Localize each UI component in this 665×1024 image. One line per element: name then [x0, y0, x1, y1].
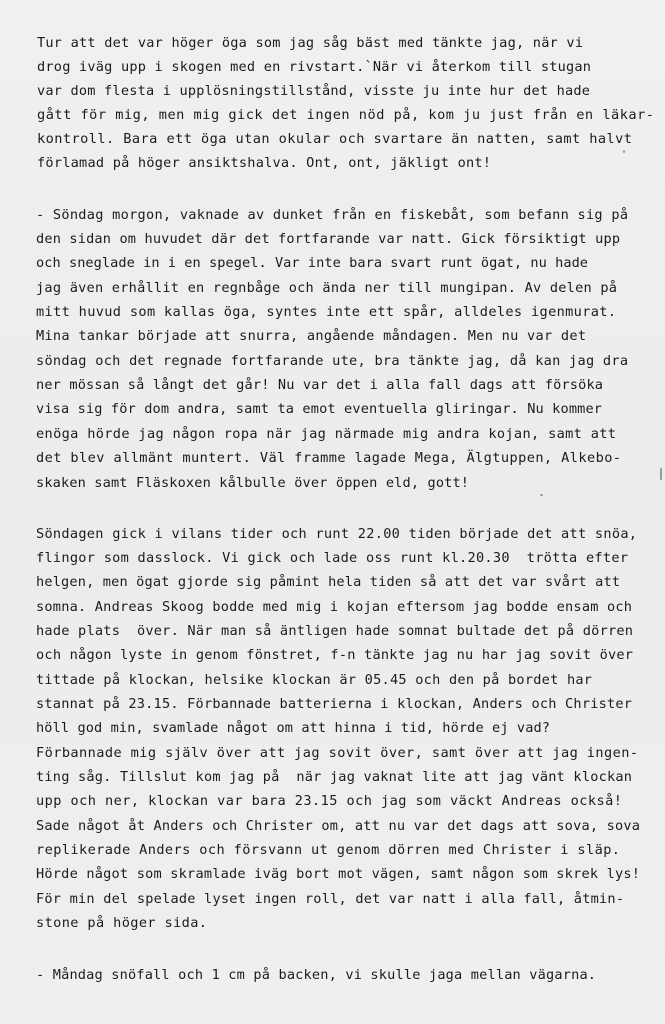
text-line: replikerade Anders och försvann ut genom dörren med Christer i släp.: [36, 842, 621, 858]
text-line: - Måndag snöfall och 1 cm på backen, vi skulle jaga mellan vägarna.: [36, 967, 597, 983]
text-line: Sade något åt Anders och Christer om, att nu var det dags att sova, sova: [36, 818, 641, 834]
text-line: enöga hörde jag någon ropa när jag närmade mig andra kojan, samt att: [36, 426, 617, 442]
text-line: och sneglade in i en spegel. Var inte bara svart runt ögat, nu hade: [36, 255, 589, 271]
text-line: förlamad på höger ansiktshalva. Ont, ont, jäkligt ont!: [37, 155, 492, 171]
text-line: ting såg. Tillslut kom jag på när jag vaknat lite att jag vänt klockan: [36, 769, 633, 785]
text-line: stone på höger sida.: [36, 915, 208, 931]
text-line: hade plats över. När man så äntligen hade somnat bultade det på dörren: [36, 623, 634, 639]
text-line: Hörde något som skramlade iväg bort mot vägen, samt någon som skrek lys!: [36, 866, 641, 882]
text-line: det blev allmänt muntert. Väl framme lagade Mega, Älgtuppen, Alkebo-: [36, 450, 622, 466]
text-line: gått för mig, men mig gick det ingen nöd på, kom ju just från en läkar-: [37, 107, 655, 123]
text-line: - Söndag morgon, vaknade av dunket från en fiskebåt, som befann sig på: [36, 207, 629, 223]
text-line: var dom flesta i upplösningstillstånd, visste ju inte hur det hade: [37, 83, 591, 99]
ink-speck: [660, 468, 662, 480]
text-line: skaken samt Fläskoxen kålbulle över öppen eld, gott!: [36, 475, 470, 491]
text-line: Förbannade mig själv över att jag sovit över, samt över att jag ingen-: [36, 745, 639, 761]
text-line: den sidan om huvudet där det fortfarande var natt. Gick försiktigt upp: [36, 231, 621, 247]
text-line: För min del spelade lyset ingen roll, det var natt i alla fall, åtmin-: [36, 891, 625, 907]
text-line: visa sig för dom andra, samt ta emot eventuella gliringar. Nu kommer: [36, 401, 603, 417]
text-line: jag även erhållit en regnbåge och ända ner till mungipan. Av delen på: [36, 280, 618, 296]
ink-speck: [540, 494, 543, 496]
text-line: stannat på 23.15. Förbannade batterierna i klockan, Anders och Christer: [36, 696, 633, 712]
text-line: Tur att det var höger öga som jag såg bäst med tänkte jag, när vi: [37, 35, 584, 51]
text-line: tittade på klockan, helsike klockan är 05.45 och den på bordet har: [36, 672, 593, 688]
text-line: somna. Andreas Skoog bodde med mig i kojan eftersom jag bodde ensam och: [36, 599, 633, 615]
text-line: och någon lyste in genom fönstret, f-n tänkte jag nu har jag sovit över: [36, 647, 634, 663]
text-line: Mina tankar började att snurra, angående måndagen. Men nu var det: [36, 328, 587, 344]
text-line: kontroll. Bara ett öga utan okular och svartare än natten, samt halvt: [37, 131, 633, 147]
text-line: flingor som dasslock. Vi gick och lade oss runt kl.20.30 trötta efter: [36, 550, 629, 566]
text-line: Söndagen gick i vilans tider och runt 22.00 tiden började det att snöa,: [36, 526, 638, 542]
text-line: höll god min, svamlade något om att hinna i tid, hörde ej vad?: [36, 720, 551, 736]
text-line: mitt huvud som kallas öga, syntes inte ett spår, alldeles igenmurat.: [36, 304, 617, 320]
ink-speck: [623, 150, 625, 153]
text-line: helgen, men ögat gjorde sig påmint hela tiden så att det var svårt att: [36, 574, 621, 590]
text-line: drog iväg upp i skogen med en rivstart.`När vi återkom till stugan: [37, 59, 592, 75]
text-line: upp och ner, klockan var bara 23.15 och jag som väckt Andreas också!: [36, 793, 623, 809]
text-line: ner mössan så långt det går! Nu var det i alla fall dags att försöka: [36, 377, 604, 393]
text-line: söndag och det regnade fortfarande ute, bra tänkte jag, då kan jag dra: [36, 353, 629, 369]
